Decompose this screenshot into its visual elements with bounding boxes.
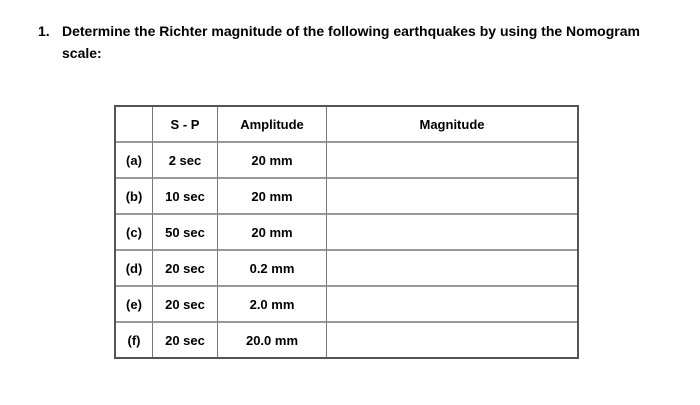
- magnitude-cell[interactable]: [327, 251, 577, 287]
- magnitude-cell[interactable]: [327, 287, 577, 323]
- table-row: [116, 143, 577, 179]
- s-p-cell: 2 sec: [153, 143, 218, 179]
- header-s-p: S - P: [153, 107, 218, 143]
- amplitude-cell: 20 mm: [218, 179, 327, 215]
- amplitude-cell: 2.0 mm: [218, 287, 327, 323]
- amplitude-cell: 20.0 mm: [218, 323, 327, 357]
- row-label: (d): [116, 251, 153, 287]
- earthquake-table: [114, 105, 579, 359]
- table-header-row: [116, 107, 577, 143]
- row-label: (a): [116, 143, 153, 179]
- header-amplitude: Amplitude: [218, 107, 327, 143]
- table-row: [116, 323, 577, 357]
- s-p-cell: 50 sec: [153, 215, 218, 251]
- question-number: 1.: [38, 23, 50, 39]
- table-row: [116, 179, 577, 215]
- s-p-cell: 20 sec: [153, 287, 218, 323]
- amplitude-cell: 20 mm: [218, 143, 327, 179]
- header-label: [116, 107, 153, 143]
- s-p-cell: 10 sec: [153, 179, 218, 215]
- row-label: (c): [116, 215, 153, 251]
- amplitude-cell: 0.2 mm: [218, 251, 327, 287]
- question-prompt: Determine the Richter magnitude of the following earthquakes by using the Nomogram: [62, 23, 640, 39]
- question-line-2: scale:: [62, 45, 102, 61]
- s-p-cell: 20 sec: [153, 323, 218, 357]
- row-label: (f): [116, 323, 153, 357]
- amplitude-cell: 20 mm: [218, 215, 327, 251]
- table-row: [116, 215, 577, 251]
- question-text: [38, 20, 688, 64]
- table-row: [116, 251, 577, 287]
- magnitude-cell[interactable]: [327, 323, 577, 357]
- magnitude-cell[interactable]: [327, 143, 577, 179]
- magnitude-cell[interactable]: [327, 179, 577, 215]
- magnitude-cell[interactable]: [327, 215, 577, 251]
- table-row: [116, 287, 577, 323]
- row-label: (e): [116, 287, 153, 323]
- header-magnitude: Magnitude: [327, 107, 577, 143]
- question-line-1: [38, 20, 688, 42]
- row-label: (b): [116, 179, 153, 215]
- s-p-cell: 20 sec: [153, 251, 218, 287]
